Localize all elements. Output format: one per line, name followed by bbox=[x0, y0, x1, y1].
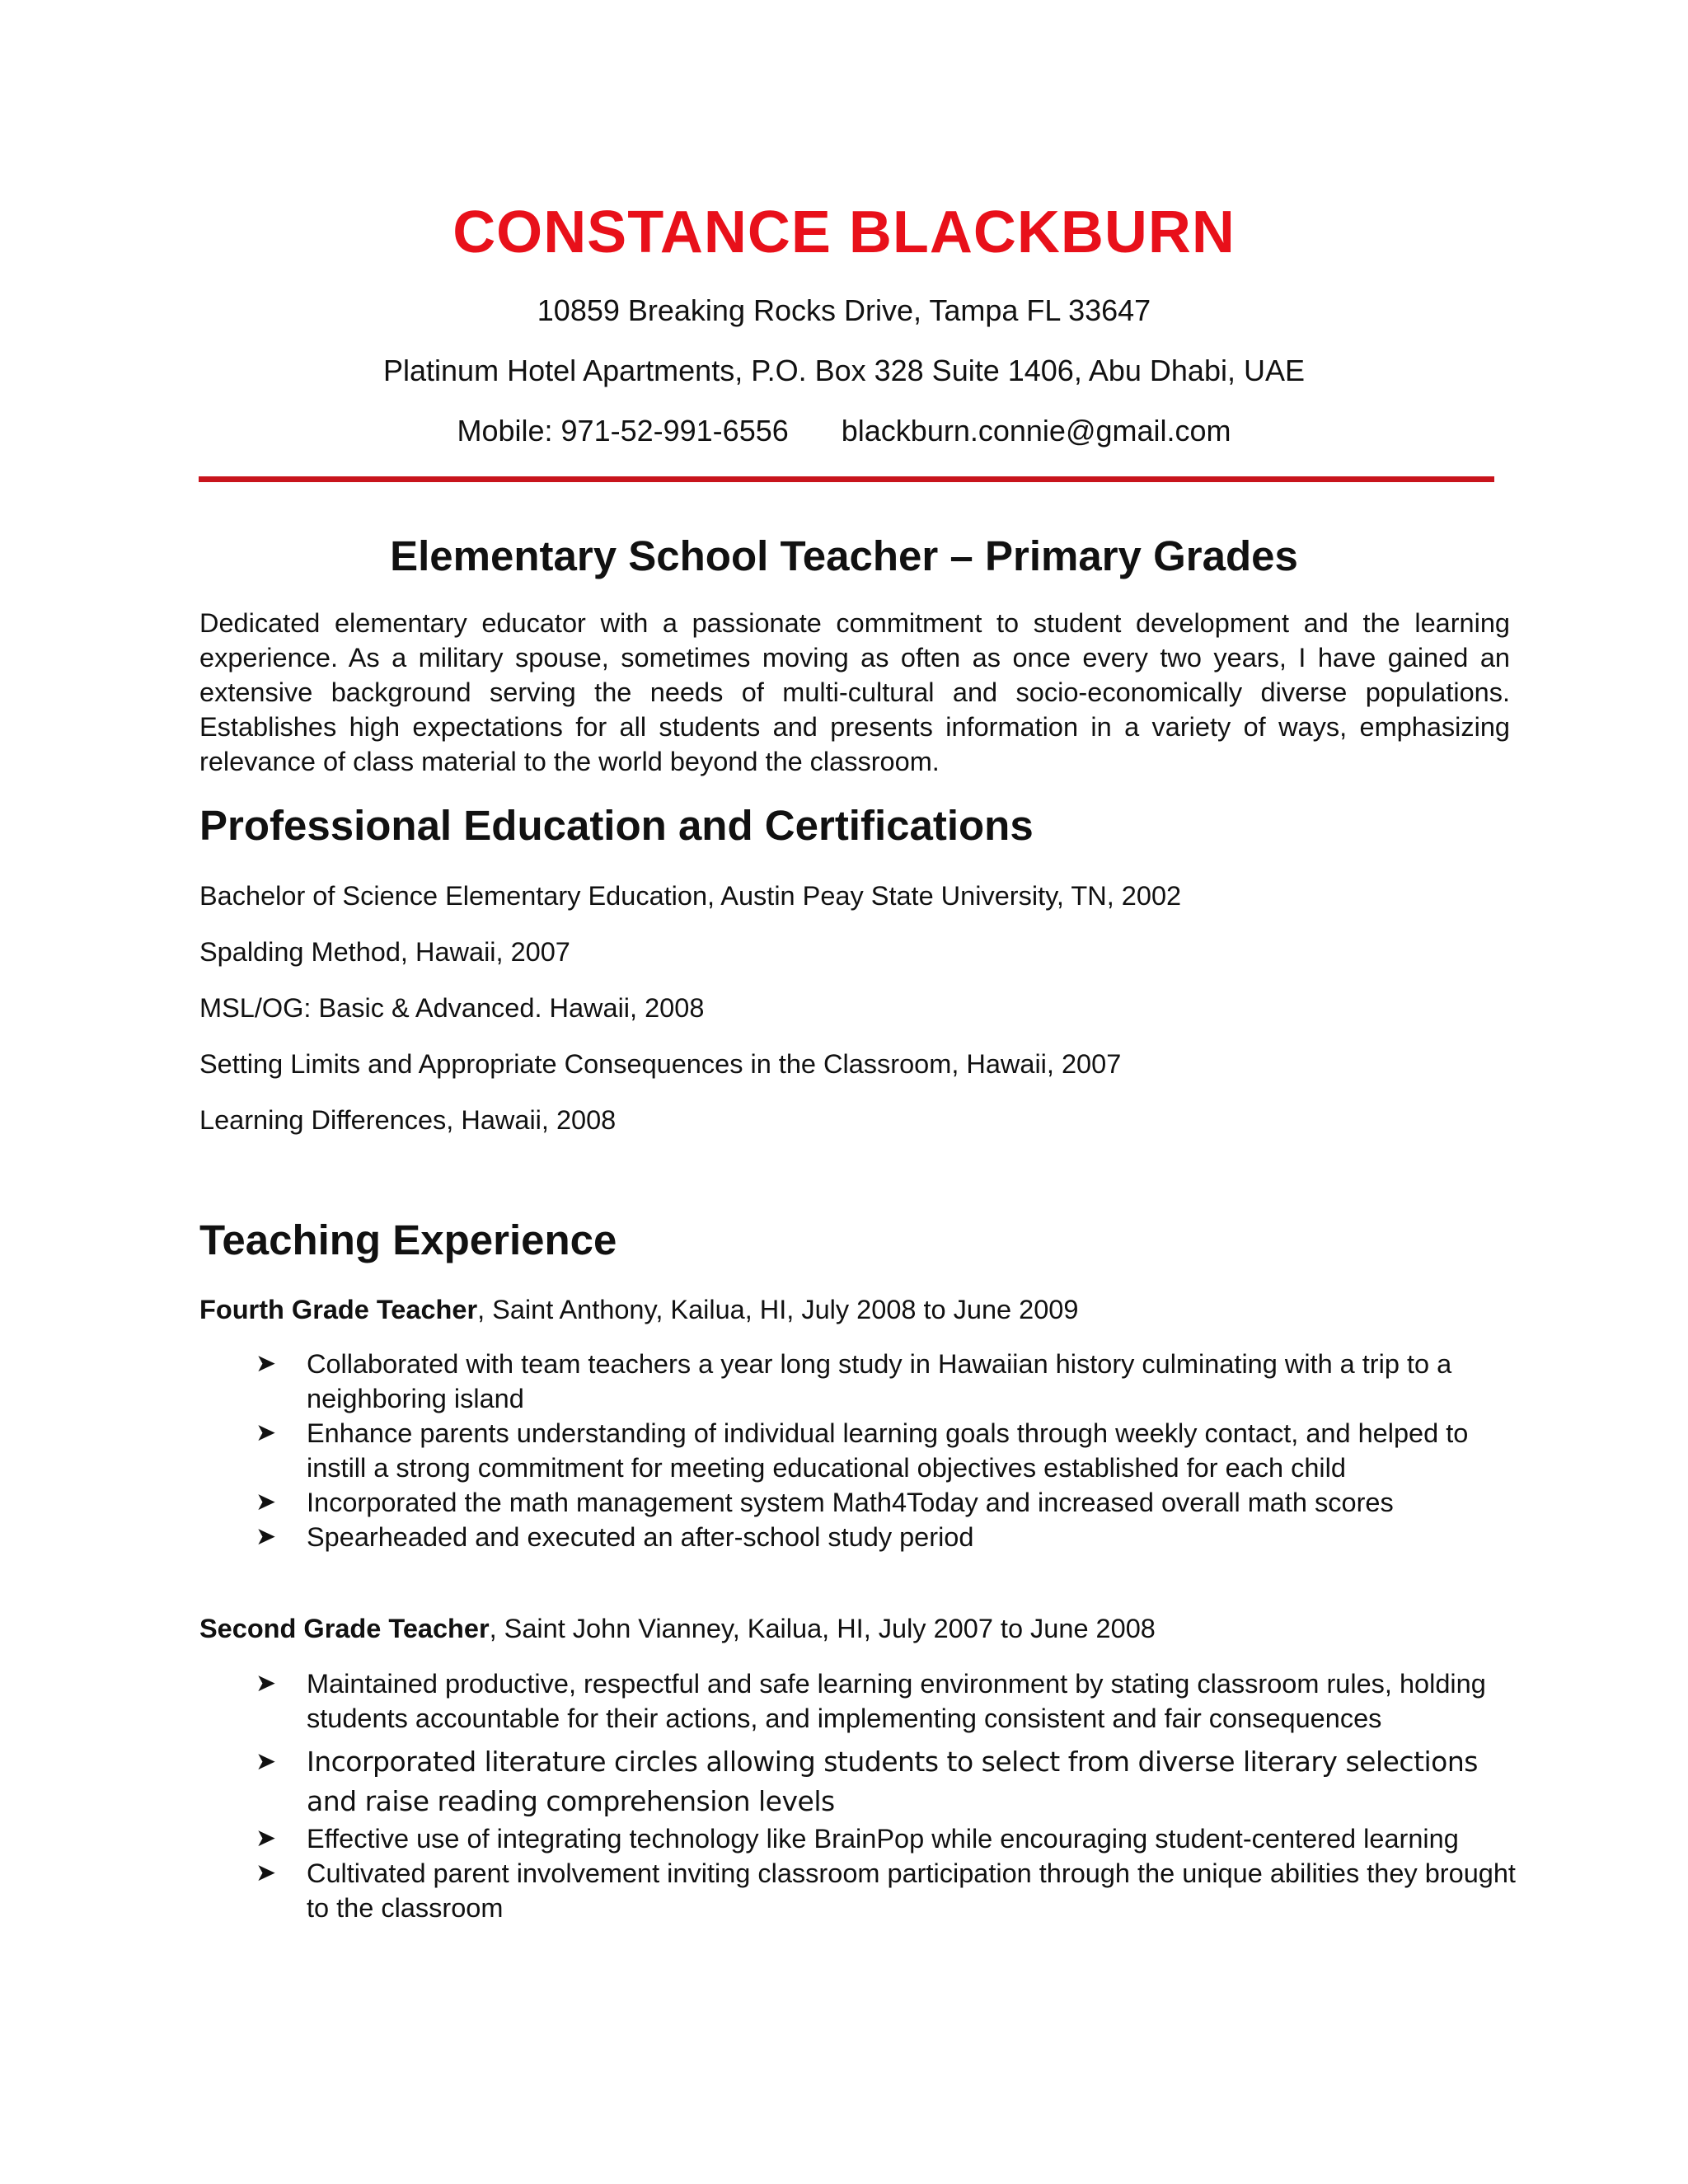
arrow-bullet-icon: ➤ bbox=[256, 1670, 277, 1697]
address-uae: Platinum Hotel Apartments, P.O. Box 328 Suite 1406, Abu Dhabi, UAE bbox=[383, 354, 1305, 387]
education-item: Bachelor of Science Elementary Education, Austin Peay State University, TN, 2002 bbox=[199, 881, 1182, 911]
resume-headline: Elementary School Teacher – Primary Grades bbox=[390, 532, 1298, 579]
contact-line bbox=[0, 410, 1688, 452]
job-details: , Saint John Vianney, Kailua, HI, July 2007 to June 2008 bbox=[489, 1614, 1156, 1643]
email-address[interactable]: blackburn.connie@gmail.com bbox=[841, 414, 1231, 448]
arrow-bullet-icon: ➤ bbox=[256, 1825, 277, 1852]
candidate-name: CONSTANCE BLACKBURN bbox=[452, 199, 1236, 265]
arrow-bullet-icon: ➤ bbox=[256, 1419, 277, 1446]
job-role: Fourth Grade Teacher bbox=[199, 1295, 478, 1324]
education-item: MSL/OG: Basic & Advanced. Hawaii, 2008 bbox=[199, 993, 705, 1023]
professional-summary: Dedicated elementary educator with a passionate commitment to student development and the learning experience. As a military spouse, sometimes moving as often as once every two years, I have gained an extensive background serving the needs of multi-cultural and socio-economically diverse populations. Establishes high expectations for all students and presents information in a variety of ways, emphasizing relevance of class material to the world beyond the classroom. bbox=[199, 608, 1510, 776]
list-item bbox=[199, 1821, 1518, 1856]
education-section-title: Professional Education and Certifications bbox=[199, 802, 1034, 849]
job-details: , Saint Anthony, Kailua, HI, July 2008 to June 2009 bbox=[477, 1295, 1079, 1324]
arrow-bullet-icon: ➤ bbox=[256, 1747, 276, 1776]
address-us: 10859 Breaking Rocks Drive, Tampa FL 33647 bbox=[537, 293, 1151, 327]
job-bullet-list bbox=[199, 1666, 1518, 1925]
bullet-text: Enhance parents understanding of individual learning goals through weekly contact, and helped to instill a strong commitment for meeting educational objectives established for each child bbox=[307, 1418, 1469, 1483]
arrow-bullet-icon: ➤ bbox=[256, 1488, 277, 1516]
mobile-label: Mobile: bbox=[457, 414, 553, 448]
list-item bbox=[199, 1416, 1518, 1485]
bullet-text: Incorporated literature circles allowing students to select from diverse literary selections and raise reading comprehension levels bbox=[307, 1746, 1478, 1817]
arrow-bullet-icon: ➤ bbox=[256, 1859, 277, 1886]
arrow-bullet-icon: ➤ bbox=[256, 1523, 277, 1550]
job-heading bbox=[199, 1291, 1078, 1328]
list-item bbox=[199, 1347, 1518, 1416]
education-item: Setting Limits and Appropriate Consequences in the Classroom, Hawaii, 2007 bbox=[199, 1049, 1122, 1079]
bullet-text: Spearheaded and executed an after-school study period bbox=[307, 1522, 974, 1552]
job-bullet-list bbox=[199, 1347, 1518, 1554]
header-divider bbox=[199, 476, 1494, 482]
list-item bbox=[199, 1666, 1518, 1736]
bullet-text: Collaborated with team teachers a year long study in Hawaiian history culminating with a trip to a neighboring island bbox=[307, 1349, 1452, 1413]
education-item: Spalding Method, Hawaii, 2007 bbox=[199, 937, 570, 967]
bullet-text: Maintained productive, respectful and safe learning environment by stating classroom rules, holding students accountable for their actions, and implementing consistent and fair consequences bbox=[307, 1669, 1486, 1733]
job-heading bbox=[199, 1610, 1156, 1647]
bullet-text: Incorporated the math management system Math4Today and increased overall math scores bbox=[307, 1488, 1394, 1517]
education-item: Learning Differences, Hawaii, 2008 bbox=[199, 1105, 617, 1135]
arrow-bullet-icon: ➤ bbox=[256, 1350, 277, 1377]
mobile-number: 971-52-991-6556 bbox=[560, 414, 789, 448]
bullet-text: Effective use of integrating technology like BrainPop while encouraging student-centered learning bbox=[307, 1824, 1459, 1854]
bullet-text: Cultivated parent involvement inviting classroom participation through the unique abilities they brought to the classroom bbox=[307, 1858, 1516, 1923]
list-item bbox=[199, 1485, 1518, 1520]
job-role: Second Grade Teacher bbox=[199, 1614, 490, 1643]
list-item bbox=[199, 1856, 1518, 1925]
list-item bbox=[199, 1742, 1518, 1821]
list-item bbox=[199, 1520, 1518, 1554]
experience-section-title: Teaching Experience bbox=[199, 1216, 617, 1263]
